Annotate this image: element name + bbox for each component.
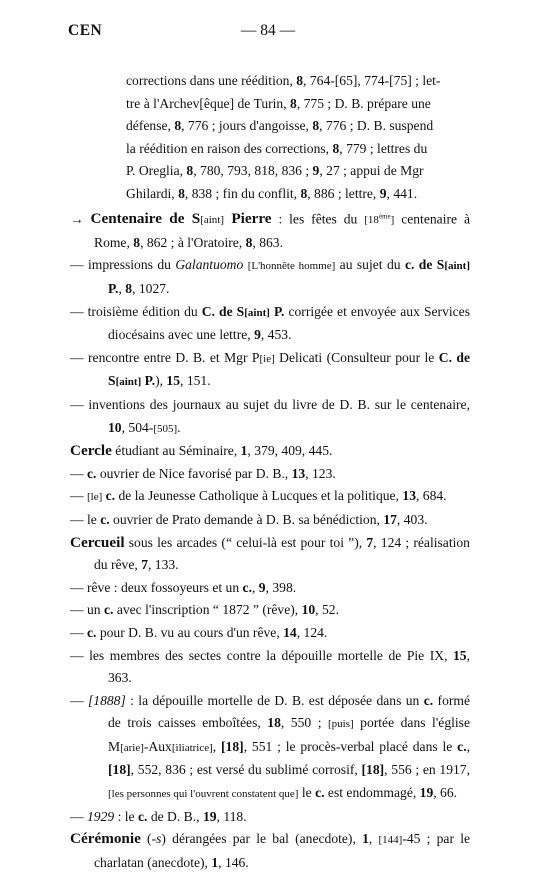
index-line: Ghilardi, 8, 838 ; fin du conflit, 8, 886 ; lettre, 9, 441. — [126, 185, 418, 201]
page-number: — 84 — — [240, 22, 296, 39]
entry-sub: — [1888] : la dépouille mortelle de D. B. est déposée dans un c. formé de trois caisses emboîtées, 18, 550 ; [puis] portée dans l'église M[arie]-Aux[iliatrice], [18], 551 ; le procès-verbal placé dans le c., [18], 552, 836 ; est versé du sublimé corrosif, [18], 556 ; en 1917, [les personnes qui l'ouvrent constatent que] le c. est endommagé, 19, 66. — [70, 692, 471, 801]
entry-sub: — rêve : deux fossoyeurs et un c., 9, 398. — [70, 579, 297, 595]
running-head: CEN — [68, 22, 103, 39]
entry-ceremonie: Cérémonie (-s) dérangées par le bal (anecdote), 1, [144]-45 ; par le charlatan (anecdote), 1, 146. — [70, 830, 471, 870]
index-line: P. Oreglia, 8, 780, 793, 818, 836 ; 9, 27 ; appui de Mgr — [126, 163, 424, 179]
entry-sub: — le c. ouvrier de Prato demande à D. B. sa bénédiction, 17, 403. — [70, 511, 428, 527]
page-header — [68, 22, 468, 46]
entry-sub: — rencontre entre D. B. et Mgr P[ie] Delicati (Consulteur pour le C. de S[aint] P.), 15, 151. — [70, 349, 470, 389]
entry-cercueil: Cercueil sous les arcades (“ celui-là est pour toi ”), 7, 124 ; réalisation du rêve, 7, 133. — [70, 533, 470, 573]
entry-sub: — c. ouvrier de Nice favorisé par D. B., 13, 123. — [70, 465, 336, 481]
index-line: tre à l'Archev[êque] de Turin, 8, 775 ; D. B. prépare une — [126, 95, 431, 111]
entry-sub: — c. pour D. B. vu au cours d'un rêve, 14, 124. — [70, 624, 328, 640]
index-line: corrections dans une réédition, 8, 764-[65], 774-[75] ; let- — [126, 73, 441, 88]
arrow-icon: → — [70, 211, 84, 227]
continuation-block — [70, 70, 470, 206]
index-content — [70, 70, 470, 874]
index-line: défense, 8, 776 ; jours d'angoisse, 8, 776 ; D. B. suspend — [126, 118, 434, 134]
entry-sub: — inventions des journaux au sujet du livre de D. B. sur le centenaire, 10, 504-[505]. — [70, 396, 470, 435]
entry-sub: — [le] c. de la Jeunesse Catholique à Lucques et la politique, 13, 684. — [70, 488, 447, 504]
entry-sub: — troisième édition du C. de S[aint] P. corrigée et envoyée aux Services diocésains avec une lettre, 9, 453. — [70, 303, 470, 343]
entry-cercle: Cercle étudiant au Séminaire, 1, 379, 409, 445. — [70, 442, 333, 460]
entry-sub: — impressions du Galantuomo [L'honnête homme] au sujet du c. de S[aint] P., 8, 1027. — [70, 257, 470, 296]
entry-centenaire: → Centenaire de S[aint] Pierre : les fêtes du [18ème] centenaire à Rome, 8, 862 ; à l'Oratoire, 8, 863. — [70, 210, 470, 250]
entry-sub: — les membres des sectes contre la dépouille mortelle de Pie IX, 15, 363. — [70, 647, 470, 686]
index-line: la réédition en raison des corrections, 8, 779 ; lettres du — [126, 140, 428, 156]
entry-sub: — un c. avec l'inscription “ 1872 ” (rêve), 10, 52. — [70, 602, 339, 618]
entry-sub: — 1929 : le c. de D. B., 19, 118. — [70, 808, 247, 824]
